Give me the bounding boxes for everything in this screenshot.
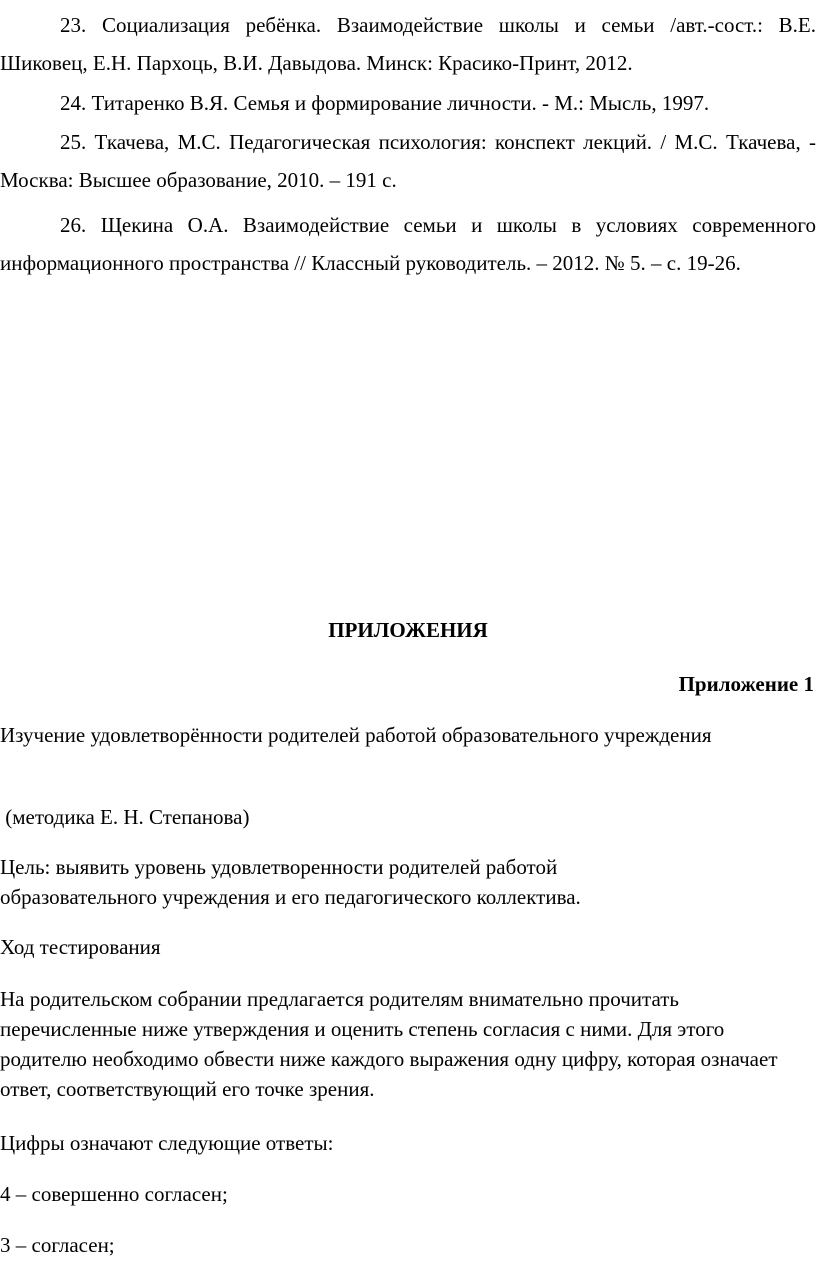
reference-24: 24. Титаренко В.Я. Семья и формирование личности. - М.: Мысль, 1997. xyxy=(60,91,710,115)
course-heading: Ход тестирования xyxy=(0,935,161,959)
appendix-goal: Цель: выявить уровень удовлетворенности родителей работой образовательного учреждения и его педагогического коллектива. xyxy=(0,855,581,909)
digits-intro: Цифры означают следующие ответы: xyxy=(0,1131,334,1155)
reference-26: 26. Щекина О.А. Взаимодействие семьи и школы в условиях современного информационного пространства // Классный руководитель. – 2012. № 5. – с. 19-26. xyxy=(0,213,816,275)
answer-item: 4 – совершенно согласен; xyxy=(0,1182,228,1206)
appendices-heading: ПРИЛОЖЕНИЯ xyxy=(328,618,488,642)
appendix-label: Приложение 1 xyxy=(678,672,814,696)
reference-25: 25. Ткачева, М.С. Педагогическая психология: конспект лекций. / М.С. Ткачева, - Москва: Высшее образование, 2010. – 191 с. xyxy=(0,130,816,192)
reference-23: 23. Социализация ребёнка. Взаимодействие школы и семьи /авт.-сост.: В.Е. Шиковец, Е.Н. Пархоць, В.И. Давыдова. Минск: Красико-Принт, 2012. xyxy=(0,13,816,75)
instructions-paragraph: На родительском собрании предлагается родителям внимательно прочитать перечисленные ниже утверждения и оценить степень согласия с ними. Для этого родителю необходимо обвести ниже каждого выражения одну цифру, которая означает ответ, соответствующий его точке зрения. xyxy=(0,987,778,1101)
appendix-method: (методика Е. Н. Степанова) xyxy=(0,805,250,829)
appendix-title: Изучение удовлетворённости родителей работой образовательного учреждения xyxy=(0,723,712,747)
answer-item: 3 – согласен; xyxy=(0,1233,115,1257)
